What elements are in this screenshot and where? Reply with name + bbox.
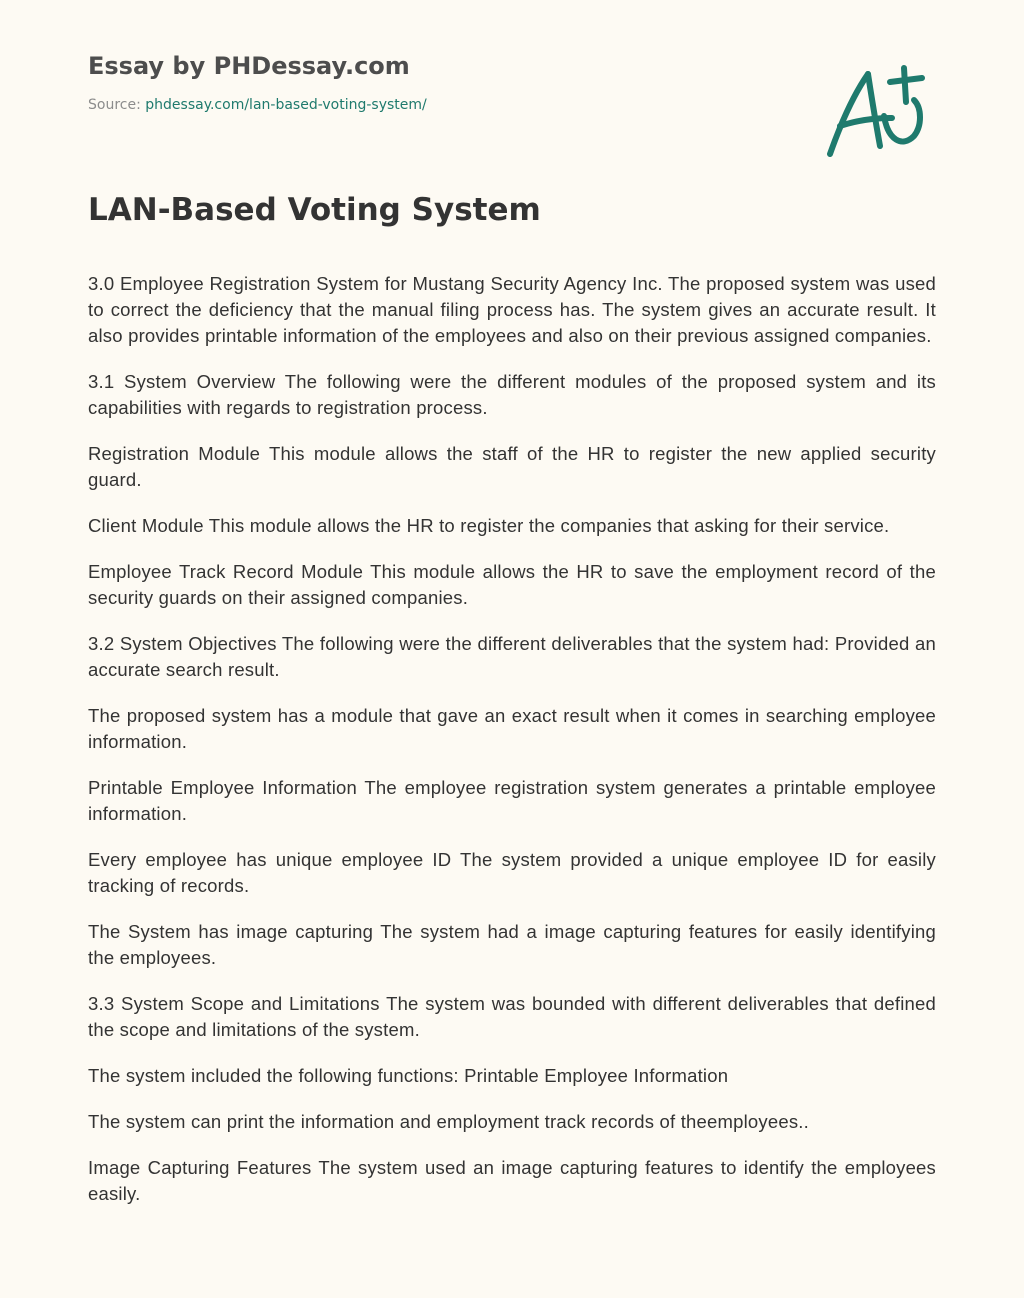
paragraph: Printable Employee Information The employee registration system generates a printable employee information.	[88, 777, 936, 824]
paragraph: Employee Track Record Module This module allows the HR to save the employment record of the security guards on their assigned companies.	[88, 561, 936, 608]
paragraph: 3.1 System Overview The following were the different modules of the proposed system and its capabilities with regards to registration process.	[88, 371, 936, 418]
source-link[interactable]: phdessay.com/lan-based-voting-system/	[145, 97, 427, 113]
a-plus-logo-icon	[818, 60, 938, 164]
paragraph: Registration Module This module allows the staff of the HR to register the new applied security guard.	[88, 443, 936, 490]
paragraph: The system can print the information and employment track records of theemployees..	[88, 1111, 809, 1132]
site-brand: Essay by PHDessay.com	[88, 52, 410, 80]
page-header	[88, 50, 788, 114]
paragraph: 3.0 Employee Registration System for Mustang Security Agency Inc. The proposed system was used to correct the deficiency that the manual filing process has. The system gives an accurate result. It also provides printable information of the employees and also on their previous assigned companies.	[88, 273, 936, 346]
paragraph: 3.2 System Objectives The following were the different deliverables that the system had: Provided an accurate search result.	[88, 633, 936, 680]
paragraph: The System has image capturing The system had a image capturing features for easily identifying the employees.	[88, 921, 936, 968]
paragraph: The system included the following functions: Printable Employee Information	[88, 1065, 729, 1086]
paragraph: Every employee has unique employee ID The system provided a unique employee ID for easily tracking of records.	[88, 849, 936, 896]
paragraph: Image Capturing Features The system used an image capturing features to identify the employees easily.	[88, 1157, 936, 1204]
paragraph: 3.3 System Scope and Limitations The system was bounded with different deliverables that defined the scope and limitations of the system.	[88, 993, 936, 1040]
paragraph: The proposed system has a module that gave an exact result when it comes in searching employee information.	[88, 705, 936, 752]
document-body	[88, 271, 936, 1249]
source-label: Source:	[88, 97, 141, 113]
paragraph: Client Module This module allows the HR to register the companies that asking for their service.	[88, 515, 890, 536]
document-title: LAN-Based Voting System	[88, 192, 541, 228]
source-line	[88, 96, 788, 114]
